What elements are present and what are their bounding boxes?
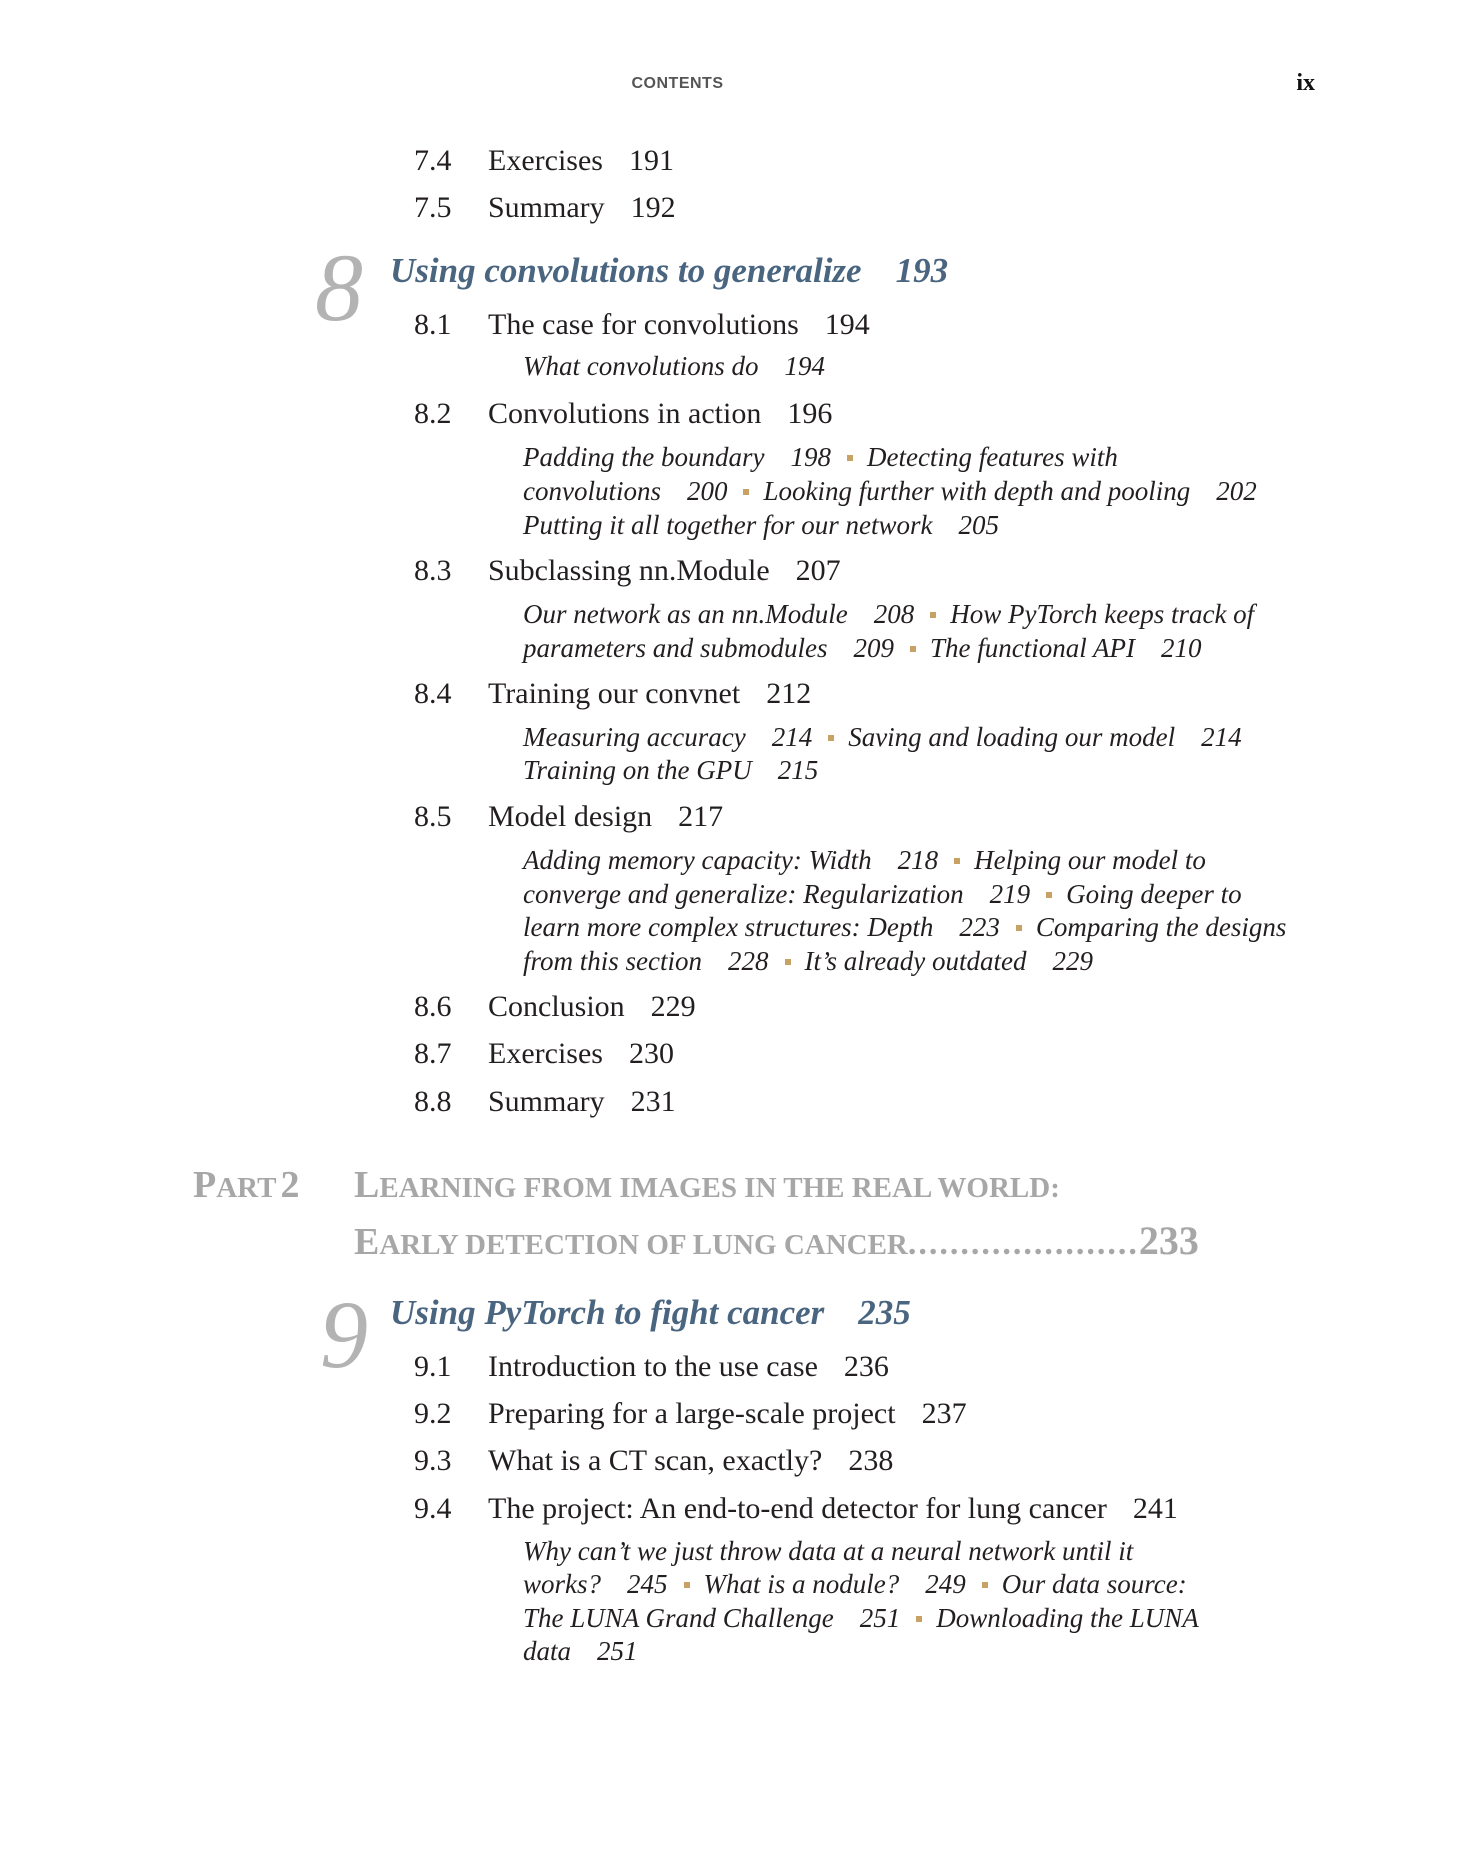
subentry-title[interactable]: Going deeper to bbox=[1066, 879, 1242, 909]
subentry-title[interactable]: The LUNA Grand Challenge bbox=[523, 1603, 834, 1633]
subentry-page: 214 bbox=[771, 722, 813, 752]
subentry-line bbox=[523, 843, 1206, 877]
part-title-rest: ARLY DETECTION OF LUNG CANCER bbox=[379, 1229, 908, 1261]
toc-entry-9-4[interactable] bbox=[414, 1492, 1178, 1526]
subentry-page: 245 bbox=[627, 1569, 668, 1599]
subentry-title[interactable]: Why can’t we just throw data at a neural network until it bbox=[523, 1536, 1134, 1566]
subentry-title[interactable]: converge and generalize: Regularization bbox=[523, 879, 964, 909]
running-head: CONTENTS bbox=[631, 75, 724, 92]
subentry-line bbox=[523, 720, 1258, 754]
section-page: 192 bbox=[630, 191, 676, 224]
toc-entry-7-4[interactable] bbox=[414, 144, 674, 178]
subentry-line bbox=[523, 910, 1286, 944]
bullet-separator bbox=[916, 1616, 922, 1622]
part-page: 233 bbox=[1138, 1218, 1199, 1263]
section-title: Exercises bbox=[488, 1037, 603, 1070]
section-page: 194 bbox=[824, 308, 870, 341]
toc-entry-9-1[interactable] bbox=[414, 1350, 889, 1384]
subentry-title[interactable]: works? bbox=[523, 1569, 602, 1599]
subentry-title[interactable]: The functional API bbox=[930, 633, 1135, 663]
bullet-separator bbox=[785, 959, 791, 965]
subentry-title[interactable]: What convolutions do bbox=[523, 351, 759, 381]
section-title: Subclassing nn.Module bbox=[488, 554, 770, 587]
subentry-line bbox=[523, 474, 1273, 508]
section-number: 8.6 bbox=[414, 990, 452, 1023]
section-title: Introduction to the use case bbox=[488, 1350, 818, 1383]
subentry-title[interactable]: Our network as an nn.Module bbox=[523, 599, 848, 629]
subentry-title[interactable]: convolutions bbox=[523, 476, 661, 506]
toc-entry-8-1[interactable] bbox=[414, 308, 870, 342]
toc-entry-8-5[interactable] bbox=[414, 800, 723, 834]
section-number: 9.3 bbox=[414, 1444, 452, 1477]
page-number: ix bbox=[1296, 70, 1315, 96]
subentry-title[interactable]: Looking further with depth and pooling bbox=[763, 476, 1191, 506]
subentry-line bbox=[523, 1567, 1187, 1601]
subentry-title[interactable]: parameters and submodules bbox=[523, 633, 828, 663]
part-label-rest: ART bbox=[216, 1172, 277, 1204]
section-page: 196 bbox=[787, 397, 833, 430]
part-label-cap: P bbox=[193, 1164, 217, 1206]
subentry-page: 228 bbox=[728, 946, 769, 976]
toc-entry-8-2[interactable] bbox=[414, 397, 832, 431]
bullet-separator bbox=[982, 1582, 988, 1588]
subentry-title[interactable]: Measuring accuracy bbox=[523, 722, 746, 752]
section-page: 230 bbox=[628, 1037, 674, 1070]
toc-entry-8-4[interactable] bbox=[414, 677, 811, 711]
subentry-line bbox=[523, 440, 1118, 474]
section-number: 7.4 bbox=[414, 144, 452, 177]
section-number: 9.2 bbox=[414, 1397, 452, 1430]
part-label-number: 2 bbox=[280, 1164, 300, 1206]
bullet-separator bbox=[910, 646, 916, 652]
subentry-title[interactable]: How PyTorch keeps track of bbox=[950, 599, 1255, 629]
section-title: Model design bbox=[488, 800, 653, 833]
toc-entry-8-7[interactable] bbox=[414, 1037, 674, 1071]
section-title: Summary bbox=[488, 1085, 605, 1118]
subentry-page: 219 bbox=[989, 879, 1031, 909]
section-page: 191 bbox=[628, 144, 674, 177]
section-number: 7.5 bbox=[414, 191, 452, 224]
section-page: 207 bbox=[795, 554, 841, 587]
section-title: Convolutions in action bbox=[488, 397, 762, 430]
part-title-line2[interactable] bbox=[354, 1217, 1199, 1264]
chapter-title-text: Using convolutions to generalize bbox=[390, 251, 862, 290]
subentry-title[interactable]: Padding the boundary bbox=[523, 442, 765, 472]
section-title: Summary bbox=[488, 191, 605, 224]
subentry-title[interactable]: It’s already outdated bbox=[804, 946, 1027, 976]
subentry-line bbox=[523, 1634, 654, 1668]
section-number: 8.2 bbox=[414, 397, 452, 430]
toc-entry-9-3[interactable] bbox=[414, 1444, 893, 1478]
section-number: 8.3 bbox=[414, 554, 452, 587]
subentry-title[interactable]: Our data source: bbox=[1001, 1569, 1187, 1599]
subentry-line bbox=[523, 349, 841, 383]
bullet-separator bbox=[1016, 925, 1022, 931]
subentry-page: 215 bbox=[777, 755, 819, 785]
subentry-title[interactable]: Adding memory capacity: Width bbox=[523, 845, 872, 875]
section-title: Exercises bbox=[488, 144, 603, 177]
section-title: Preparing for a large-scale project bbox=[488, 1397, 896, 1430]
toc-entry-7-5[interactable] bbox=[414, 191, 676, 225]
subentry-title[interactable]: Saving and loading our model bbox=[848, 722, 1176, 752]
bullet-separator bbox=[1046, 892, 1052, 898]
subentry-title[interactable]: Helping our model to bbox=[974, 845, 1206, 875]
toc-entry-8-6[interactable] bbox=[414, 990, 696, 1024]
part-title-rest: EARNING FROM IMAGES IN THE REAL WORLD: bbox=[379, 1172, 1060, 1204]
chapter-title-text: Using PyTorch to fight cancer bbox=[390, 1293, 825, 1332]
subentry-line bbox=[523, 877, 1242, 911]
section-page: 241 bbox=[1132, 1492, 1178, 1525]
subentry-page: 249 bbox=[925, 1569, 966, 1599]
bullet-separator bbox=[743, 489, 749, 495]
toc-entry-8-8[interactable] bbox=[414, 1085, 676, 1119]
section-title: What is a CT scan, exactly? bbox=[488, 1444, 823, 1477]
subentry-title[interactable]: Detecting features with bbox=[866, 442, 1118, 472]
subentry-page: 229 bbox=[1052, 946, 1093, 976]
section-title: The project: An end-to-end detector for lung cancer bbox=[488, 1492, 1107, 1525]
section-page: 231 bbox=[630, 1085, 676, 1118]
section-number: 8.4 bbox=[414, 677, 452, 710]
subentry-line bbox=[523, 753, 834, 787]
section-number: 9.1 bbox=[414, 1350, 452, 1383]
section-page: 238 bbox=[848, 1444, 894, 1477]
subentry-line bbox=[523, 1534, 1133, 1568]
subentry-page: 214 bbox=[1201, 722, 1242, 752]
subentry-page: 208 bbox=[873, 599, 915, 629]
subentry-title[interactable]: Training on the GPU bbox=[523, 755, 752, 785]
subentry-page: 209 bbox=[853, 633, 894, 663]
subentry-title[interactable]: What is a nodule? bbox=[703, 1569, 900, 1599]
chapter-page: 193 bbox=[895, 251, 949, 290]
bullet-separator bbox=[684, 1582, 690, 1588]
section-number: 9.4 bbox=[414, 1492, 452, 1525]
section-title: Conclusion bbox=[488, 990, 625, 1023]
toc-entry-8-3[interactable] bbox=[414, 554, 841, 588]
subentry-line bbox=[523, 597, 1254, 631]
section-number: 8.7 bbox=[414, 1037, 452, 1070]
subentry-page: 200 bbox=[686, 476, 728, 506]
subentry-page: 194 bbox=[784, 351, 825, 381]
part-title-line1[interactable] bbox=[354, 1163, 1060, 1207]
subentry-line bbox=[523, 631, 1217, 665]
chapter-page: 235 bbox=[858, 1293, 911, 1332]
section-number: 8.1 bbox=[414, 308, 452, 341]
subentry-title[interactable]: learn more complex structures: Depth bbox=[523, 912, 934, 942]
subentry-page: 223 bbox=[959, 912, 1000, 942]
subentry-line bbox=[523, 944, 1109, 978]
subentry-line bbox=[523, 508, 1015, 542]
subentry-title[interactable]: Downloading the LUNA bbox=[936, 1603, 1199, 1633]
bullet-separator bbox=[930, 612, 936, 618]
part-title-cap: E bbox=[354, 1221, 380, 1263]
subentry-page: 210 bbox=[1160, 633, 1202, 663]
section-page: 217 bbox=[678, 800, 724, 833]
section-title: Training our convnet bbox=[488, 677, 741, 710]
chapter-number: 9 bbox=[320, 1281, 368, 1388]
section-page: 237 bbox=[921, 1397, 967, 1430]
part-title-cap: L bbox=[354, 1164, 380, 1206]
section-page: 236 bbox=[843, 1350, 889, 1383]
part-label bbox=[193, 1163, 299, 1207]
section-page: 229 bbox=[650, 990, 696, 1023]
chapter-number: 8 bbox=[315, 234, 363, 341]
bullet-separator bbox=[847, 455, 853, 461]
section-page: 212 bbox=[766, 677, 812, 710]
subentry-page: 202 bbox=[1216, 476, 1257, 506]
chapter-title[interactable] bbox=[390, 251, 948, 291]
toc-entry-9-2[interactable] bbox=[414, 1397, 967, 1431]
subentry-page: 251 bbox=[597, 1636, 638, 1666]
dot-leader: ...................... bbox=[907, 1225, 1139, 1262]
subentry-title[interactable]: Comparing the designs bbox=[1035, 912, 1287, 942]
subentry-page: 198 bbox=[790, 442, 831, 472]
subentry-title[interactable]: data bbox=[523, 1636, 572, 1666]
subentry-title[interactable]: Putting it all together for our network bbox=[523, 510, 933, 540]
bullet-separator bbox=[828, 735, 834, 741]
subentry-page: 218 bbox=[897, 845, 939, 875]
subentry-page: 251 bbox=[859, 1603, 901, 1633]
subentry-page: 205 bbox=[958, 510, 999, 540]
subentry-title[interactable]: from this section bbox=[523, 946, 702, 976]
chapter-title[interactable] bbox=[390, 1293, 911, 1333]
section-number: 8.8 bbox=[414, 1085, 452, 1118]
section-title: The case for convolutions bbox=[488, 308, 799, 341]
bullet-separator bbox=[954, 858, 960, 864]
section-number: 8.5 bbox=[414, 800, 452, 833]
subentry-line bbox=[523, 1601, 1199, 1635]
